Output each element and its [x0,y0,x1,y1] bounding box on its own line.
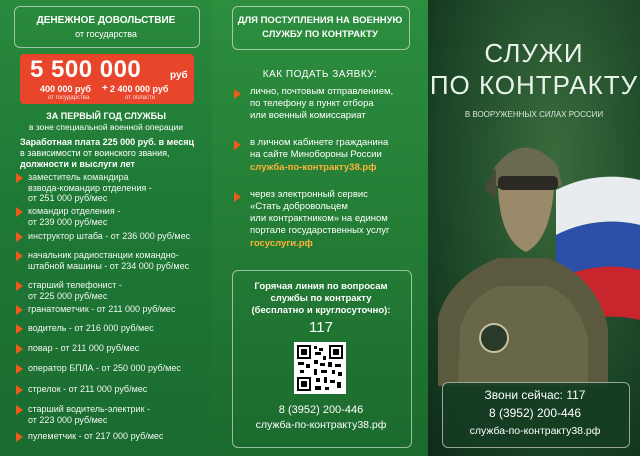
bullet-arrow-icon [16,432,23,442]
position-item: начальник радиостанции командно- штабной машины - от 234 000 руб/мес [16,250,212,271]
way-2-line1: в личном кабинете гражданина [250,137,389,148]
bullet-arrow-icon [16,305,23,315]
way-2-line2: на сайте Минобороны России [250,149,382,160]
bullet-arrow-icon [16,232,23,242]
middle-panel [212,0,428,456]
qr-code[interactable] [294,342,346,394]
bullet-arrow-icon [16,344,23,354]
left-panel [0,0,212,456]
salary-line2: в зависимости от воинского звания, [20,148,170,158]
way-3-link[interactable]: госуслуги.рф [250,238,313,249]
big-currency: руб [170,70,188,81]
way-3-line3: или контрактником» на едином [250,213,388,224]
position-item: пулеметчик - от 217 000 руб/мес [16,431,212,442]
amount-state-note: от государства [48,95,90,101]
way-3-line1: через электронный сервис [250,189,368,200]
service-header-box [232,6,410,50]
bullet-arrow-icon [16,207,23,217]
big-amount: 5 500 000 [30,56,142,83]
bullet-arrow-icon [16,324,23,334]
right-title-line1: СЛУЖИ [484,38,584,68]
call-line1: Звони сейчас: 117 [484,388,586,402]
hotline-number: 117 [309,319,333,336]
position-item: старший водитель-электрик - от 223 000 руб/мес [16,404,212,425]
call-line2[interactable]: 8 (3952) 200-446 [488,406,582,420]
call-line3[interactable]: служба-по-контракту38.рф [469,425,601,437]
position-item: инструктор штаба - от 236 000 руб/мес [16,231,212,242]
amount-state: 400 000 руб [40,84,91,94]
position-item: водитель - от 216 000 руб/мес [16,323,212,334]
right-panel [428,0,640,456]
bullet-arrow-icon [16,251,23,261]
way-1-line1: лично, почтовым отправлением, [250,86,394,97]
qr-code-icon [294,342,346,394]
hotline-line1: Горячая линия по вопросам [254,281,388,292]
first-year-line2: в зоне специальной военной операции [28,122,183,132]
service-heading-line1: ДЛЯ ПОСТУПЛЕНИЯ НА ВОЕННУЮ [237,15,403,26]
way-arrow-icon [234,140,241,150]
amount-region: 2 400 000 руб [110,84,169,94]
bullet-arrow-icon [16,385,23,395]
bullet-arrow-icon [16,405,23,415]
way-1-line2: по телефону в пункт отбора [250,98,374,109]
allowance-heading: ДЕНЕЖНОЕ ДОВОЛЬСТВИЕ [36,15,176,26]
bullet-arrow-icon [16,281,23,291]
allowance-subheading: от государства [75,29,137,39]
right-title-line2: ПО КОНТРАКТУ [429,70,639,100]
bullet-arrow-icon [16,364,23,374]
way-3-line4: портале государственных услуг [250,225,390,236]
allowance-header-box [14,6,200,48]
hotline-line2: службы по контракту [270,293,372,304]
plus-sign: + [102,83,108,94]
how-to-apply: КАК ПОДАТЬ ЗАЯВКУ: [262,69,378,80]
way-2-link[interactable]: служба-по-контракту38.рф [250,162,377,173]
amount-region-note: от области [125,95,156,101]
position-item: старший телефонист - от 225 000 руб/мес [16,280,212,301]
way-arrow-icon [234,192,241,202]
way-arrow-icon [234,89,241,99]
way-3-line2: «Стать добровольцем [250,201,348,212]
first-year-line1: ЗА ПЕРВЫЙ ГОД СЛУЖБЫ [46,111,166,121]
position-item: оператор БПЛА - от 250 000 руб/мес [16,363,212,374]
position-item: командир отделения - от 239 000 руб/мес [16,206,212,227]
service-heading-line2: СЛУЖБУ ПО КОНТРАКТУ [262,29,378,40]
way-1-line3: или военный комиссариат [250,110,366,121]
position-item: заместитель командира взвода-командир отделения - от 251 000 руб/мес [16,172,212,204]
position-item: повар - от 211 000 руб/мес [16,343,212,354]
bullet-arrow-icon [16,173,23,183]
salary-line3: должности и выслуги лет [20,159,135,169]
middle-phone[interactable]: 8 (3952) 200-446 [278,404,364,416]
soldier-image [438,128,608,386]
position-item: гранатометчик - от 211 000 руб/мес [16,304,212,315]
salary-line1: Заработная плата 225 000 руб. в месяц [20,137,194,147]
hotline-line3: (бесплатно и круглосуточно): [251,305,391,316]
right-subtitle: В ВООРУЖЕННЫХ СИЛАХ РОССИИ [464,110,604,119]
position-item: стрелок - от 211 000 руб/мес [16,384,212,395]
middle-site[interactable]: служба-по-контракту38.рф [255,419,387,431]
